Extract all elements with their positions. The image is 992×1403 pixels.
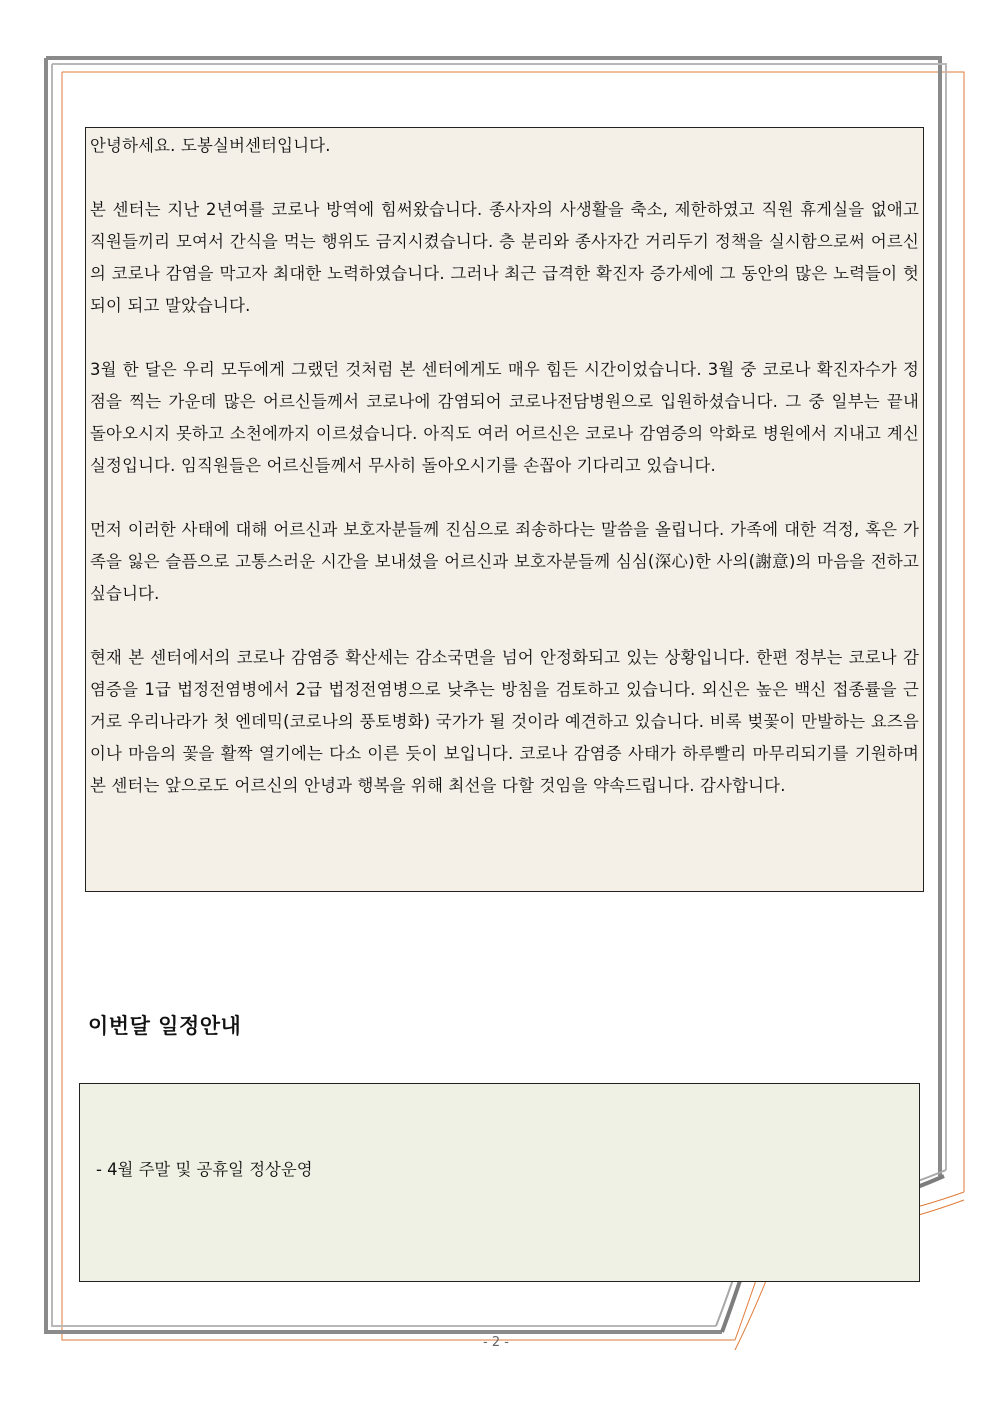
schedule-box	[79, 1083, 920, 1282]
schedule-item: - 4월 주말 및 공휴일 정상운영	[96, 1160, 313, 1179]
schedule-title: 이번달 일정안내	[88, 1014, 242, 1038]
paragraph-gap	[90, 162, 919, 194]
page-number: - 2 -	[483, 1335, 509, 1350]
paragraph-gap	[90, 322, 919, 354]
letter-paragraph-2: 3월 한 달은 우리 모두에게 그랬던 것처럼 본 센터에게도 매우 힘든 시간이었습니다. 3월 중 코로나 확진자수가 정점을 찍는 가운데 많은 어르신들께서 코로나에 감염되어 코로나전담병원으로 입원하셨습니다. 그 중 일부는 끝내 돌아오시지 못하고 소천에까지 이르셨습니다. 아직도 여러 어르신은 코로나 감염증의 악화로 병원에서 지내고 계신 실정입니다. 임직원들은 어르신들께서 무사히 돌아오시기를 손꼽아 기다리고 있습니다.	[90, 360, 919, 475]
paragraph-gap	[90, 482, 919, 514]
letter-paragraph-1: 본 센터는 지난 2년여를 코로나 방역에 힘써왔습니다. 종사자의 사생활을 축소, 제한하였고 직원 휴게실을 없애고 직원들끼리 모여서 간식을 먹는 행위도 금지시켰습니다. 층 분리와 종사자간 거리두기 정책을 실시함으로써 어르신의 코로나 감염을 막고자 최대한 노력하였습니다. 그러나 최근 급격한 확진자 증가세에 그 동안의 많은 노력들이 헛되이 되고 말았습니다.	[90, 200, 919, 315]
letter-box	[85, 127, 924, 892]
letter-paragraph-3: 먼저 이러한 사태에 대해 어르신과 보호자분들께 진심으로 죄송하다는 말씀을 올립니다. 가족에 대한 걱정, 혹은 가족을 잃은 슬픔으로 고통스러운 시간을 보내셨을 어르신과 보호자분들께 심심(深心)한 사의(謝意)의 마음을 전하고 싶습니다.	[90, 520, 919, 603]
letter-paragraph-4: 현재 본 센터에서의 코로나 감염증 확산세는 감소국면을 넘어 안정화되고 있는 상황입니다. 한편 정부는 코로나 감염증을 1급 법정전염병에서 2급 법정전염병으로 낮추는 방침을 검토하고 있습니다. 외신은 높은 백신 접종률을 근거로 우리나라가 첫 엔데믹(코로나의 풍토병화) 국가가 될 것이라 예견하고 있습니다. 비록 벚꽃이 만발하는 요즈음이나 마음의 꽃을 활짝 열기에는 다소 이른 듯이 보입니다. 코로나 감염증 사태가 하루빨리 마무리되기를 기원하며 본 센터는 앞으로도 어르신의 안녕과 행복을 위해 최선을 다할 것임을 약속드립니다. 감사합니다.	[90, 648, 919, 795]
letter-greeting: 안녕하세요. 도봉실버센터입니다.	[90, 136, 331, 155]
paragraph-gap	[90, 610, 919, 642]
